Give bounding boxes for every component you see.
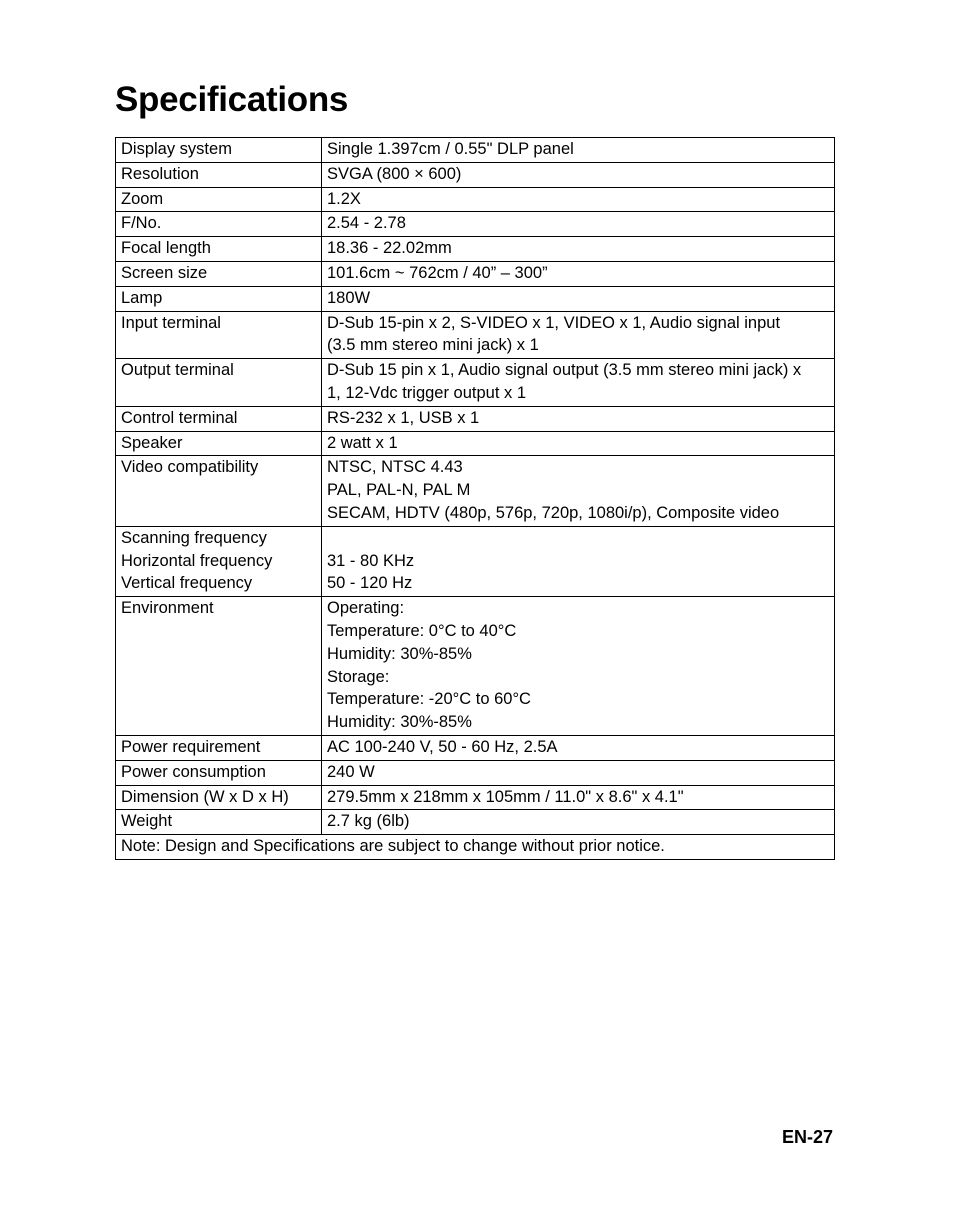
spec-label: Power requirement bbox=[116, 735, 322, 760]
spec-value: RS-232 x 1, USB x 1 bbox=[322, 406, 835, 431]
spec-value: 279.5mm x 218mm x 105mm / 11.0" x 8.6" x 4.1" bbox=[322, 785, 835, 810]
table-row bbox=[116, 456, 835, 526]
spec-value: 1.2X bbox=[322, 187, 835, 212]
table-row bbox=[116, 359, 835, 407]
specifications-table bbox=[115, 137, 835, 860]
spec-label: Dimension (W x D x H) bbox=[116, 785, 322, 810]
spec-label: Output terminal bbox=[116, 359, 322, 407]
table-row bbox=[116, 431, 835, 456]
spec-value: 31 - 80 KHz 50 - 120 Hz bbox=[322, 526, 835, 596]
spec-value: SVGA (800 × 600) bbox=[322, 162, 835, 187]
spec-value: 240 W bbox=[322, 760, 835, 785]
spec-label: Focal length bbox=[116, 237, 322, 262]
table-row bbox=[116, 187, 835, 212]
table-row bbox=[116, 597, 835, 736]
spec-value: Operating: Temperature: 0°C to 40°C Humidity: 30%-85% Storage: Temperature: -20°C to 60°C Humidity: 30%-85% bbox=[322, 597, 835, 736]
spec-value: 2 watt x 1 bbox=[322, 431, 835, 456]
table-row bbox=[116, 735, 835, 760]
table-row bbox=[116, 311, 835, 359]
spec-value: 101.6cm ~ 762cm / 40” – 300” bbox=[322, 261, 835, 286]
spec-label: Video compatibility bbox=[116, 456, 322, 526]
spec-label: Resolution bbox=[116, 162, 322, 187]
table-row bbox=[116, 406, 835, 431]
table-row bbox=[116, 261, 835, 286]
spec-label: F/No. bbox=[116, 212, 322, 237]
table-row bbox=[116, 162, 835, 187]
spec-label: Input terminal bbox=[116, 311, 322, 359]
spec-label: Control terminal bbox=[116, 406, 322, 431]
table-row bbox=[116, 760, 835, 785]
spec-label: Power consumption bbox=[116, 760, 322, 785]
table-row bbox=[116, 138, 835, 163]
spec-value: NTSC, NTSC 4.43 PAL, PAL-N, PAL M SECAM, HDTV (480p, 576p, 720p, 1080i/p), Composite video bbox=[322, 456, 835, 526]
spec-value: AC 100-240 V, 50 - 60 Hz, 2.5A bbox=[322, 735, 835, 760]
note-text: Note: Design and Specifications are subject to change without prior notice. bbox=[116, 835, 835, 860]
note-row bbox=[116, 835, 835, 860]
spec-label: Environment bbox=[116, 597, 322, 736]
spec-label: Scanning frequency Horizontal frequency Vertical frequency bbox=[116, 526, 322, 596]
table-row bbox=[116, 785, 835, 810]
page-title: Specifications bbox=[115, 80, 349, 119]
table-row bbox=[116, 526, 835, 596]
spec-value: 180W bbox=[322, 286, 835, 311]
spec-label: Lamp bbox=[116, 286, 322, 311]
table-row bbox=[116, 212, 835, 237]
spec-label: Zoom bbox=[116, 187, 322, 212]
spec-value: D-Sub 15 pin x 1, Audio signal output (3.5 mm stereo mini jack) x 1, 12-Vdc trigger output x 1 bbox=[322, 359, 835, 407]
spec-label: Screen size bbox=[116, 261, 322, 286]
spec-label: Display system bbox=[116, 138, 322, 163]
spec-value: D-Sub 15-pin x 2, S-VIDEO x 1, VIDEO x 1, Audio signal input (3.5 mm stereo mini jack) x 1 bbox=[322, 311, 835, 359]
spec-value: Single 1.397cm / 0.55" DLP panel bbox=[322, 138, 835, 163]
page-number: EN-27 bbox=[781, 1127, 833, 1147]
spec-value: 2.7 kg (6lb) bbox=[322, 810, 835, 835]
spec-value: 18.36 - 22.02mm bbox=[322, 237, 835, 262]
spec-label: Weight bbox=[116, 810, 322, 835]
table-row bbox=[116, 286, 835, 311]
table-row bbox=[116, 237, 835, 262]
table-row bbox=[116, 810, 835, 835]
spec-label: Speaker bbox=[116, 431, 322, 456]
spec-value: 2.54 - 2.78 bbox=[322, 212, 835, 237]
